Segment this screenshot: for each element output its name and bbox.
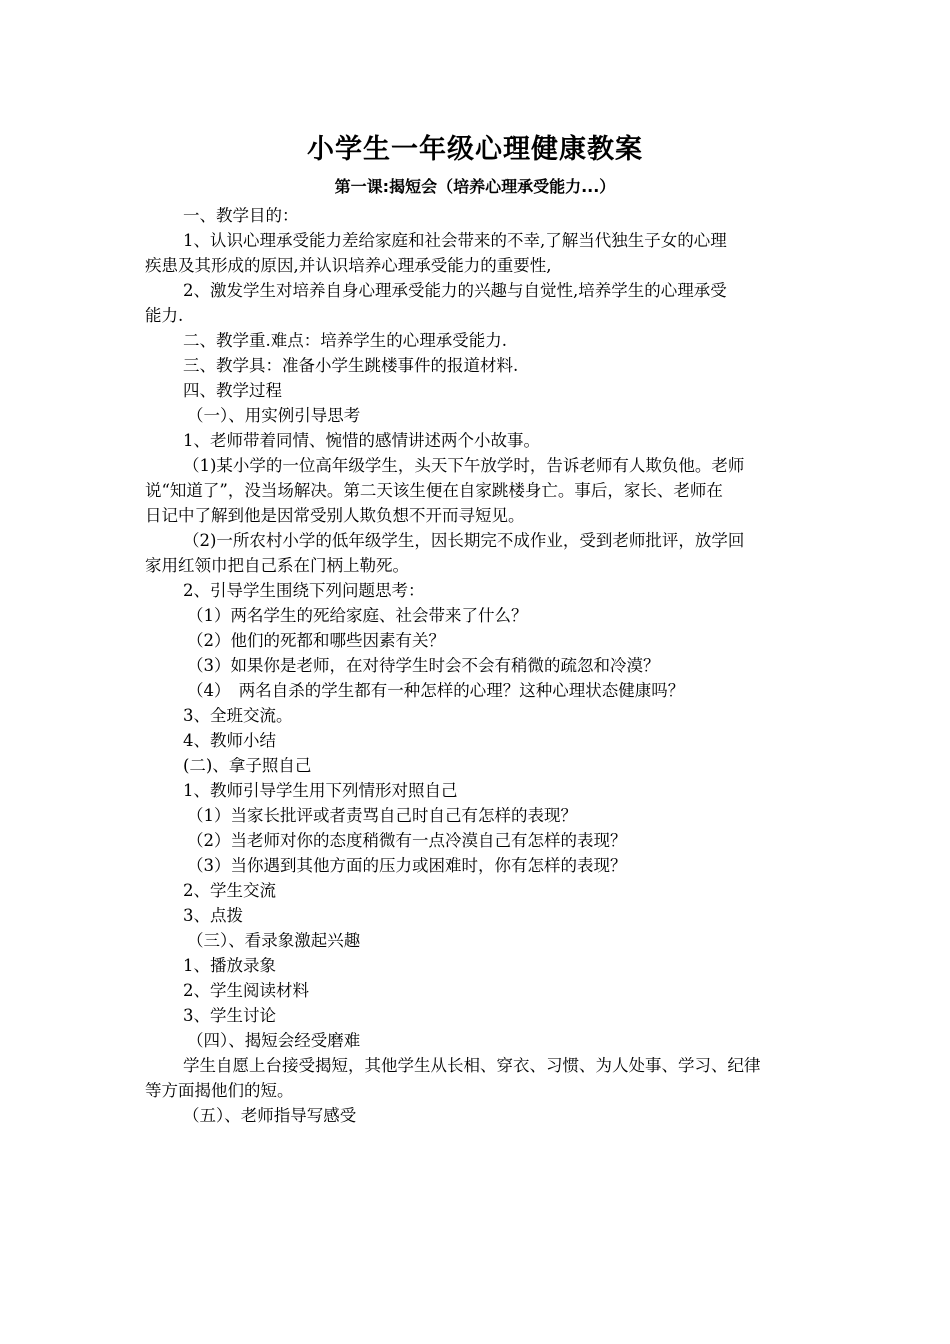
text-line: （2）他们的死都和哪些因素有关？ <box>187 631 445 650</box>
text-line: 一、教学目的： <box>183 206 299 225</box>
text-line: (二)、拿子照自己 <box>183 756 312 775</box>
text-line: （五）、老师指导写感受 <box>183 1106 357 1125</box>
text-line: （2)一所农村小学的低年级学生，因长期完不成作业，受到老师批评，放学回 <box>183 531 745 550</box>
document-subtitle: 第一课:揭短会（培养心理承受能力...） <box>334 177 616 196</box>
text-line: （2）当老师对你的态度稍微有一点冷漠自己有怎样的表现？ <box>187 831 627 850</box>
text-line: 二、教学重.难点：培养学生的心理承受能力. <box>183 331 507 350</box>
text-line: （3）当你遇到其他方面的压力或困难时，你有怎样的表现？ <box>187 856 627 875</box>
text-line: （1)某小学的一位高年级学生，头天下午放学时，告诉老师有人欺负他。老师 <box>183 456 745 475</box>
text-line: 家用红领巾把自己系在门柄上勒死。 <box>145 556 409 575</box>
text-line: 说“知道了”，没当场解决。第二天该生便在自家跳楼身亡。事后，家长、老师在 <box>145 481 723 500</box>
document-title: 小学生一年级心理健康教案 <box>307 134 643 165</box>
text-line: 3、学生讨论 <box>183 1006 276 1025</box>
text-line: 1、老师带着同情、惋惜的感情讲述两个小故事。 <box>183 431 540 450</box>
text-line: （4） 两名自杀的学生都有一种怎样的心理？这种心理状态健康吗？ <box>187 681 685 700</box>
text-line: 1、教师引导学生用下列情形对照自己 <box>183 781 458 800</box>
text-line: 3、全班交流。 <box>183 706 293 725</box>
text-line: （1）两名学生的死给家庭、社会带来了什么？ <box>187 606 528 625</box>
text-line: 4、教师小结 <box>183 731 276 750</box>
text-line: （1）当家长批评或者责骂自己时自己有怎样的表现？ <box>187 806 577 825</box>
document-body <box>145 203 813 1128</box>
text-line: 1、播放录象 <box>183 956 276 975</box>
text-line: 疾患及其形成的原因,并认识培养心理承受能力的重要性, <box>145 256 552 275</box>
text-line: 2、学生交流 <box>183 881 276 900</box>
text-line: 三、教学具：准备小学生跳楼事件的报道材料. <box>183 356 519 375</box>
text-line: 2、激发学生对培养自身心理承受能力的兴趣与自觉性,培养学生的心理承受 <box>183 281 727 300</box>
text-line: （一）、用实例引导思考 <box>187 406 361 425</box>
text-line: 日记中了解到他是因常受别人欺负想不开而寻短见。 <box>145 506 525 525</box>
text-line: 学生自愿上台接受揭短，其他学生从长相、穿衣、习惯、为人处事、学习、纪律 <box>183 1056 761 1075</box>
text-line: 等方面揭他们的短。 <box>145 1081 294 1100</box>
text-line: 2、学生阅读材料 <box>183 981 309 1000</box>
text-line: （三）、看录象激起兴趣 <box>187 931 361 950</box>
text-line: （四）、揭短会经受磨难 <box>187 1031 361 1050</box>
text-line: 1、认识心理承受能力差给家庭和社会带来的不幸,了解当代独生子女的心理 <box>183 231 727 250</box>
text-line: （3）如果你是老师，在对待学生时会不会有稍微的疏忽和冷漠？ <box>187 656 660 675</box>
text-line: 四、教学过程 <box>183 381 282 400</box>
text-line: 2、引导学生围绕下列问题思考： <box>183 581 425 600</box>
text-line: 能力. <box>145 306 184 325</box>
text-line: 3、点拨 <box>183 906 243 925</box>
